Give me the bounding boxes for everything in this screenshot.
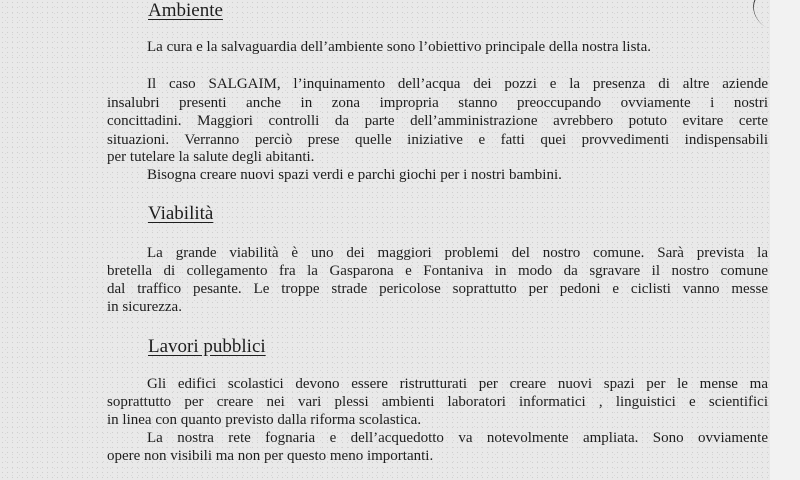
paragraph-line: Bisogna creare nuovi spazi verdi e parchi giochi per i nostri bambini. — [147, 167, 562, 183]
heading-lavori-pubblici: Lavori pubblici — [148, 336, 266, 357]
paragraph-line: soprattutto per creare nei vari plessi ambienti laboratori informatici , linguistici e scientifici — [107, 394, 768, 410]
paragraph-line: Gli edifici scolastici devono essere ristrutturati per creare nuovi spazi per le mense ma — [147, 376, 768, 392]
page-edge — [770, 0, 800, 480]
heading-ambiente: Ambiente — [148, 0, 223, 21]
paragraph-line: La grande viabilità è uno dei maggiori problemi del nostro comune. Sarà prevista la — [147, 245, 768, 261]
paragraph-line: opere non visibili ma non per questo meno importanti. — [107, 448, 434, 464]
paragraph-line: in sicurezza. — [107, 299, 182, 315]
paragraph-line: per tutelare la salute degli abitanti. — [107, 149, 315, 165]
paragraph-line: in linea con quanto previsto dalla riforma scolastica. — [107, 412, 422, 428]
paragraph-line: Il caso SALGAIM, l’inquinamento dell’acqua dei pozzi e la presenza di altre aziende — [147, 76, 768, 92]
paragraph-line: bretella di collegamento fra la Gasparona e Fontaniva in modo da sgravare il nostro comune — [107, 263, 768, 279]
paragraph-line: La nostra rete fognaria e dell’acquedotto va notevolmente ampliata. Sono ovviamente — [147, 430, 768, 446]
heading-viabilita: Viabilità — [148, 203, 214, 224]
paragraph-line: insalubri presenti anche in zona impropria stanno preoccupando ovviamente i nostri — [107, 95, 768, 111]
paragraph-line: situazioni. Verranno perciò prese quelle iniziative e fatti quei provvedimenti indispensabili — [107, 132, 768, 148]
paragraph-line: concittadini. Maggiori controlli da parte dell’amministrazione avrebbero potuto evitare certe — [107, 113, 768, 129]
paragraph-line: La cura e la salvaguardia dell’ambiente sono l’obiettivo principale della nostra lista. — [147, 39, 651, 55]
paragraph-line: dal traffico pesante. Le troppe strade pericolose soprattutto per pedoni e ciclisti vanno messe — [107, 281, 768, 297]
